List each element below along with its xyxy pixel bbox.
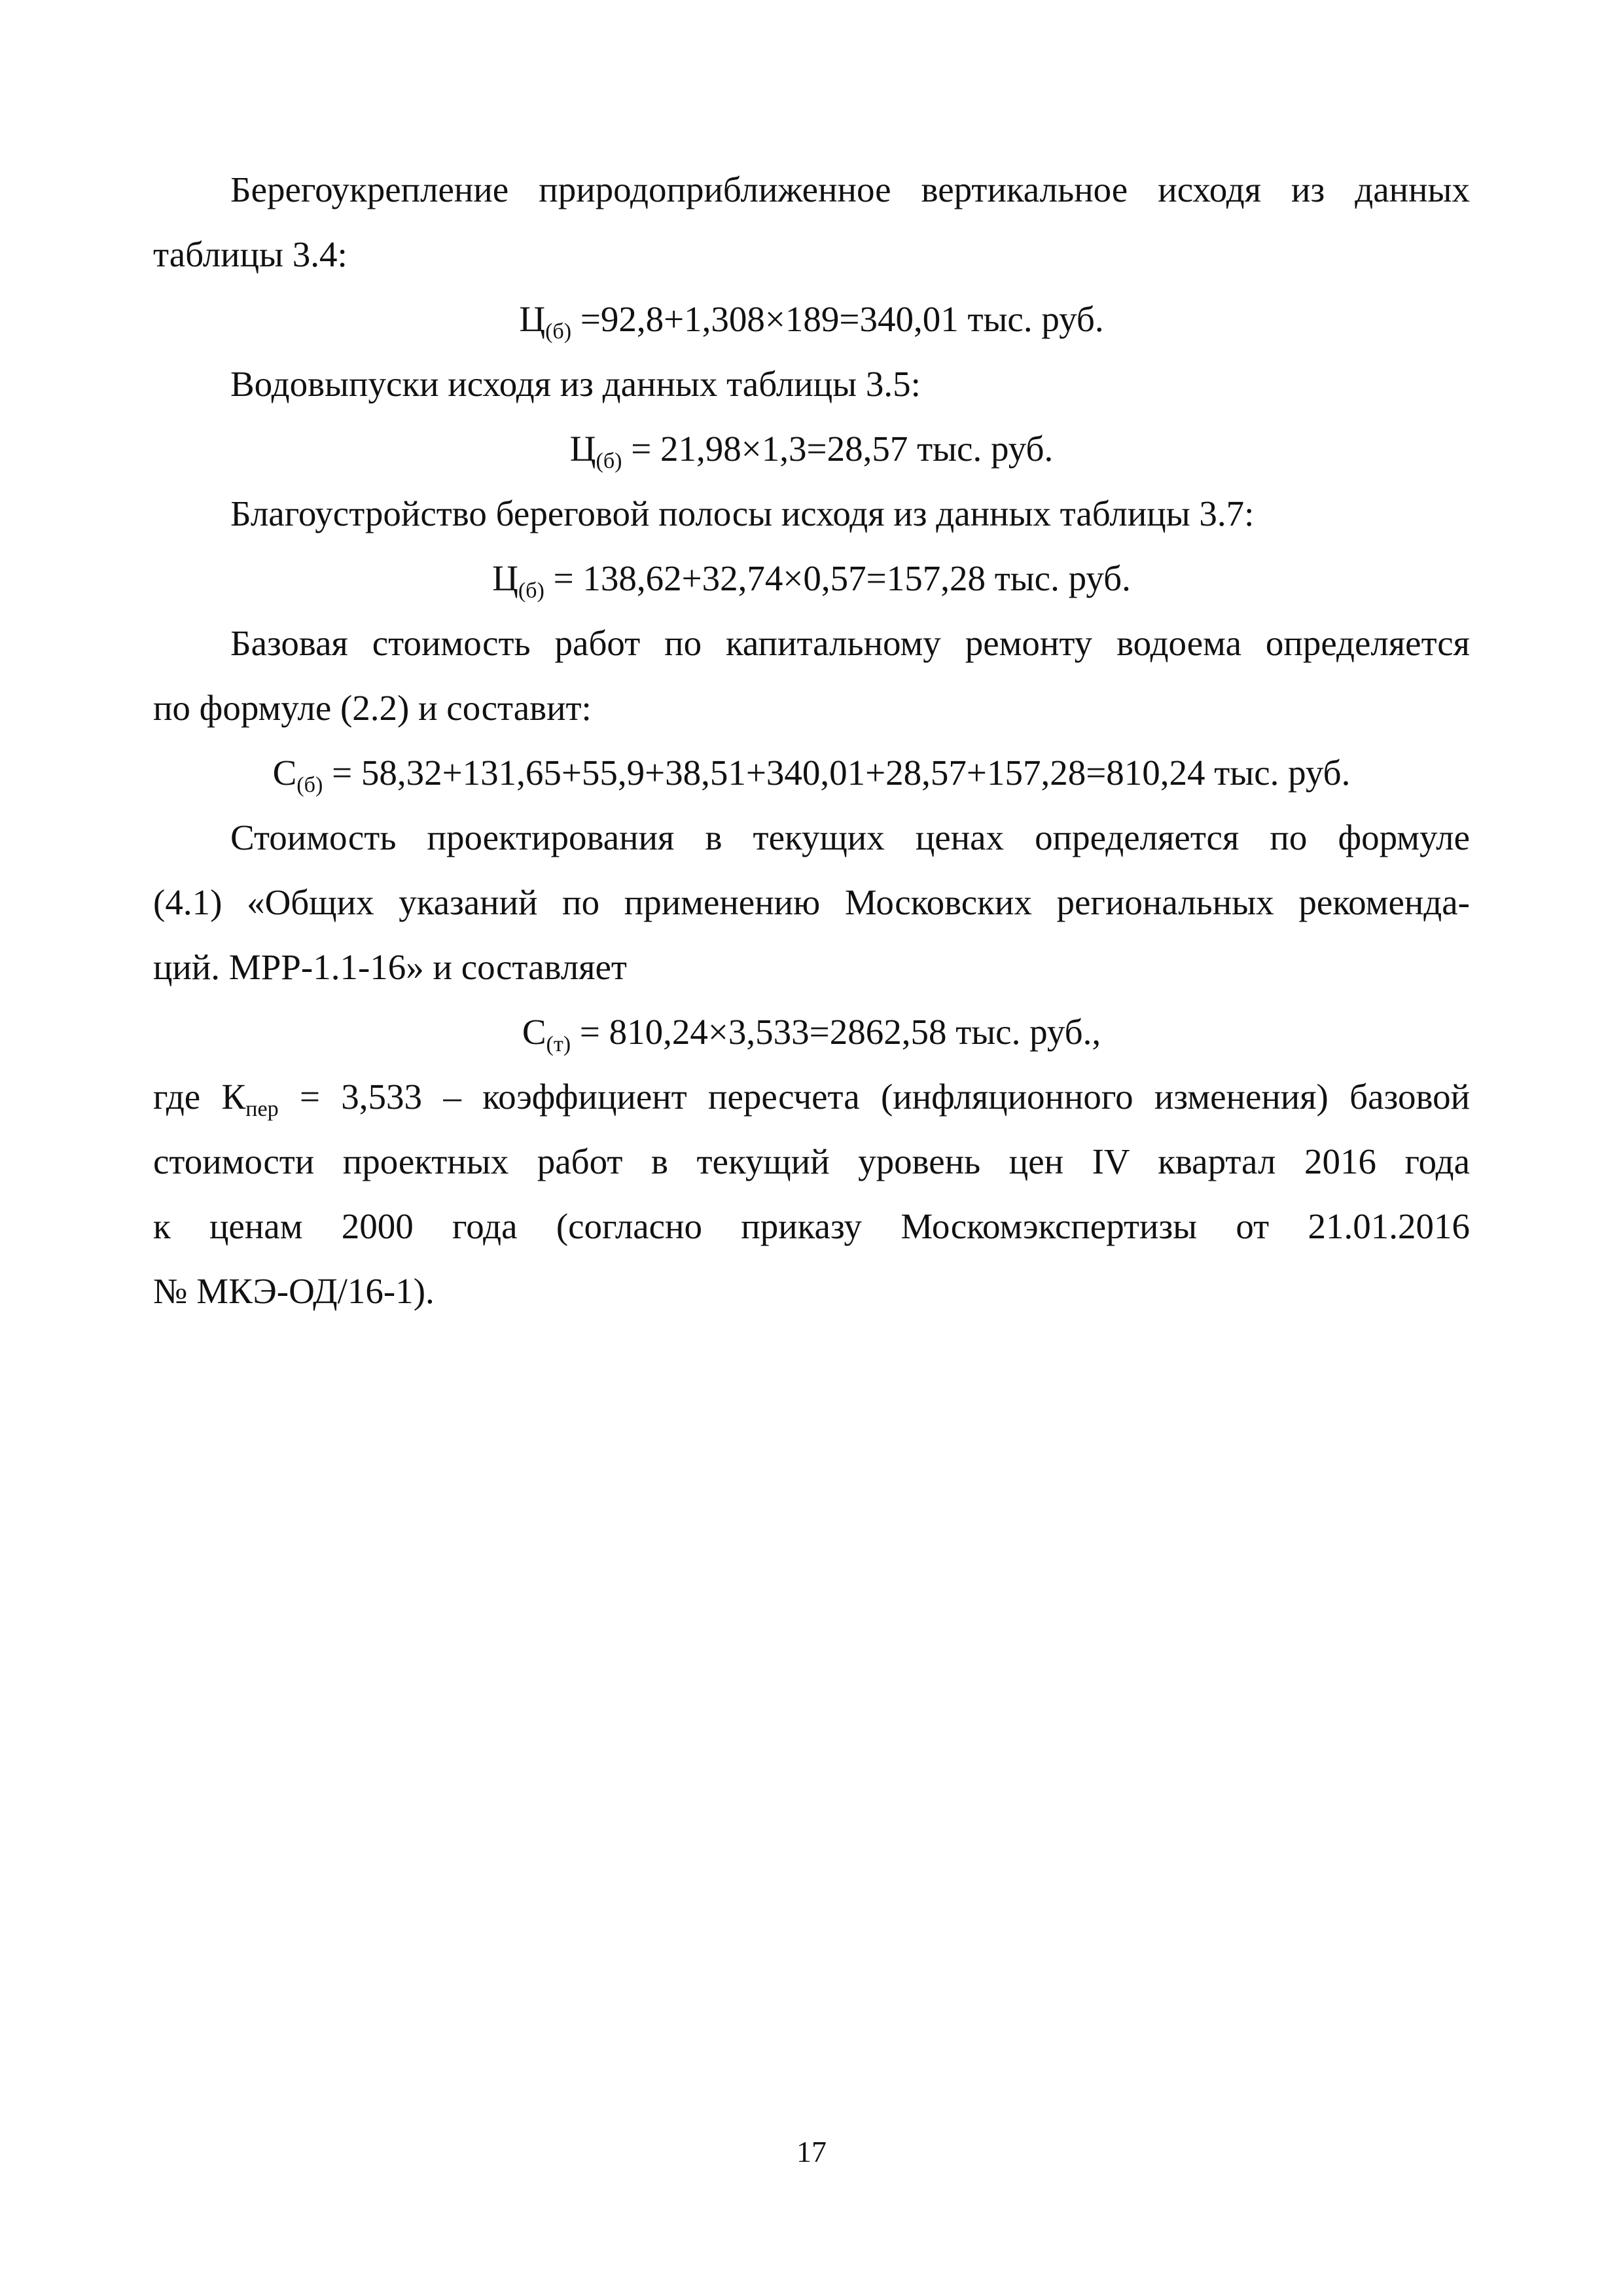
- formula-symbol: С: [272, 753, 297, 793]
- formula-base-cost: [153, 740, 1470, 805]
- formula-subscript: (б): [518, 578, 544, 603]
- formula-subscript: (б): [545, 319, 572, 344]
- formula-symbol: Ц: [492, 558, 518, 598]
- formula-shore-reinforcement: [153, 287, 1470, 351]
- formula-expression: = 21,98×1,3=28,57 тыс. руб.: [622, 429, 1054, 469]
- coefficient-prefix: где К: [153, 1077, 246, 1117]
- paragraph-line: Благоустройство береговой полосы исходя из данных таблицы 3.7:: [230, 493, 1255, 533]
- paragraph-shore-improvement: [153, 481, 1470, 546]
- formula-subscript: (т): [546, 1031, 571, 1056]
- paragraph-water-outlets: [153, 351, 1470, 416]
- formula-subscript: (б): [596, 448, 622, 473]
- formula-subscript: (б): [296, 772, 323, 797]
- paragraph-line: ций. МРР-1.1-16» и составляет: [153, 947, 627, 987]
- paragraph-shore-reinforcement: [153, 157, 1470, 287]
- paragraph-line: Стоимость проектирования в текущих ценах определяется по формуле: [230, 817, 1470, 857]
- paragraph-line: № МКЭ-ОД/16-1).: [153, 1271, 435, 1311]
- formula-shore-improvement: [153, 546, 1470, 611]
- formula-symbol: Ц: [569, 429, 596, 469]
- paragraph-line: [153, 1064, 1470, 1129]
- paragraph-base-cost: [153, 611, 1470, 740]
- formula-symbol: С: [522, 1012, 546, 1052]
- paragraph-coefficient-explanation: [153, 1064, 1470, 1323]
- paragraph-line: Берегоукрепление природоприближенное вертикальное исходя из данных: [230, 170, 1470, 209]
- coefficient-subscript: пер: [245, 1096, 279, 1121]
- page-number: 17: [796, 2135, 827, 2168]
- formula-expression: = 138,62+32,74×0,57=157,28 тыс. руб.: [544, 558, 1131, 598]
- formula-expression: = 810,24×3,533=2862,58 тыс. руб.,: [571, 1012, 1101, 1052]
- paragraph-line: (4.1) «Общих указаний по применению Московских региональных рекоменда-: [153, 882, 1470, 922]
- paragraph-line: таблицы 3.4:: [153, 234, 348, 274]
- coefficient-rest: = 3,533 – коэффициент пересчета (инфляционного изменения) базовой: [278, 1077, 1471, 1117]
- paragraph-line: Водовыпуски исходя из данных таблицы 3.5:: [230, 364, 921, 404]
- formula-symbol: Ц: [519, 299, 546, 339]
- formula-current-cost: [153, 999, 1470, 1064]
- paragraph-line: по формуле (2.2) и составит:: [153, 688, 592, 728]
- main-text: [153, 157, 1470, 1323]
- formula-expression: = 58,32+131,65+55,9+38,51+340,01+28,57+157,28=810,24 тыс. руб.: [323, 753, 1351, 793]
- formula-water-outlets: [153, 416, 1470, 481]
- paragraph-line: Базовая стоимость работ по капитальному ремонту водоема определяется: [230, 623, 1470, 663]
- paragraph-design-cost: [153, 805, 1470, 999]
- paragraph-line: к ценам 2000 года (согласно приказу Москомэкспертизы от 21.01.2016: [153, 1206, 1470, 1246]
- formula-expression: =92,8+1,308×189=340,01 тыс. руб.: [571, 299, 1104, 339]
- paragraph-line: стоимости проектных работ в текущий уровень цен IV квартал 2016 года: [153, 1141, 1470, 1181]
